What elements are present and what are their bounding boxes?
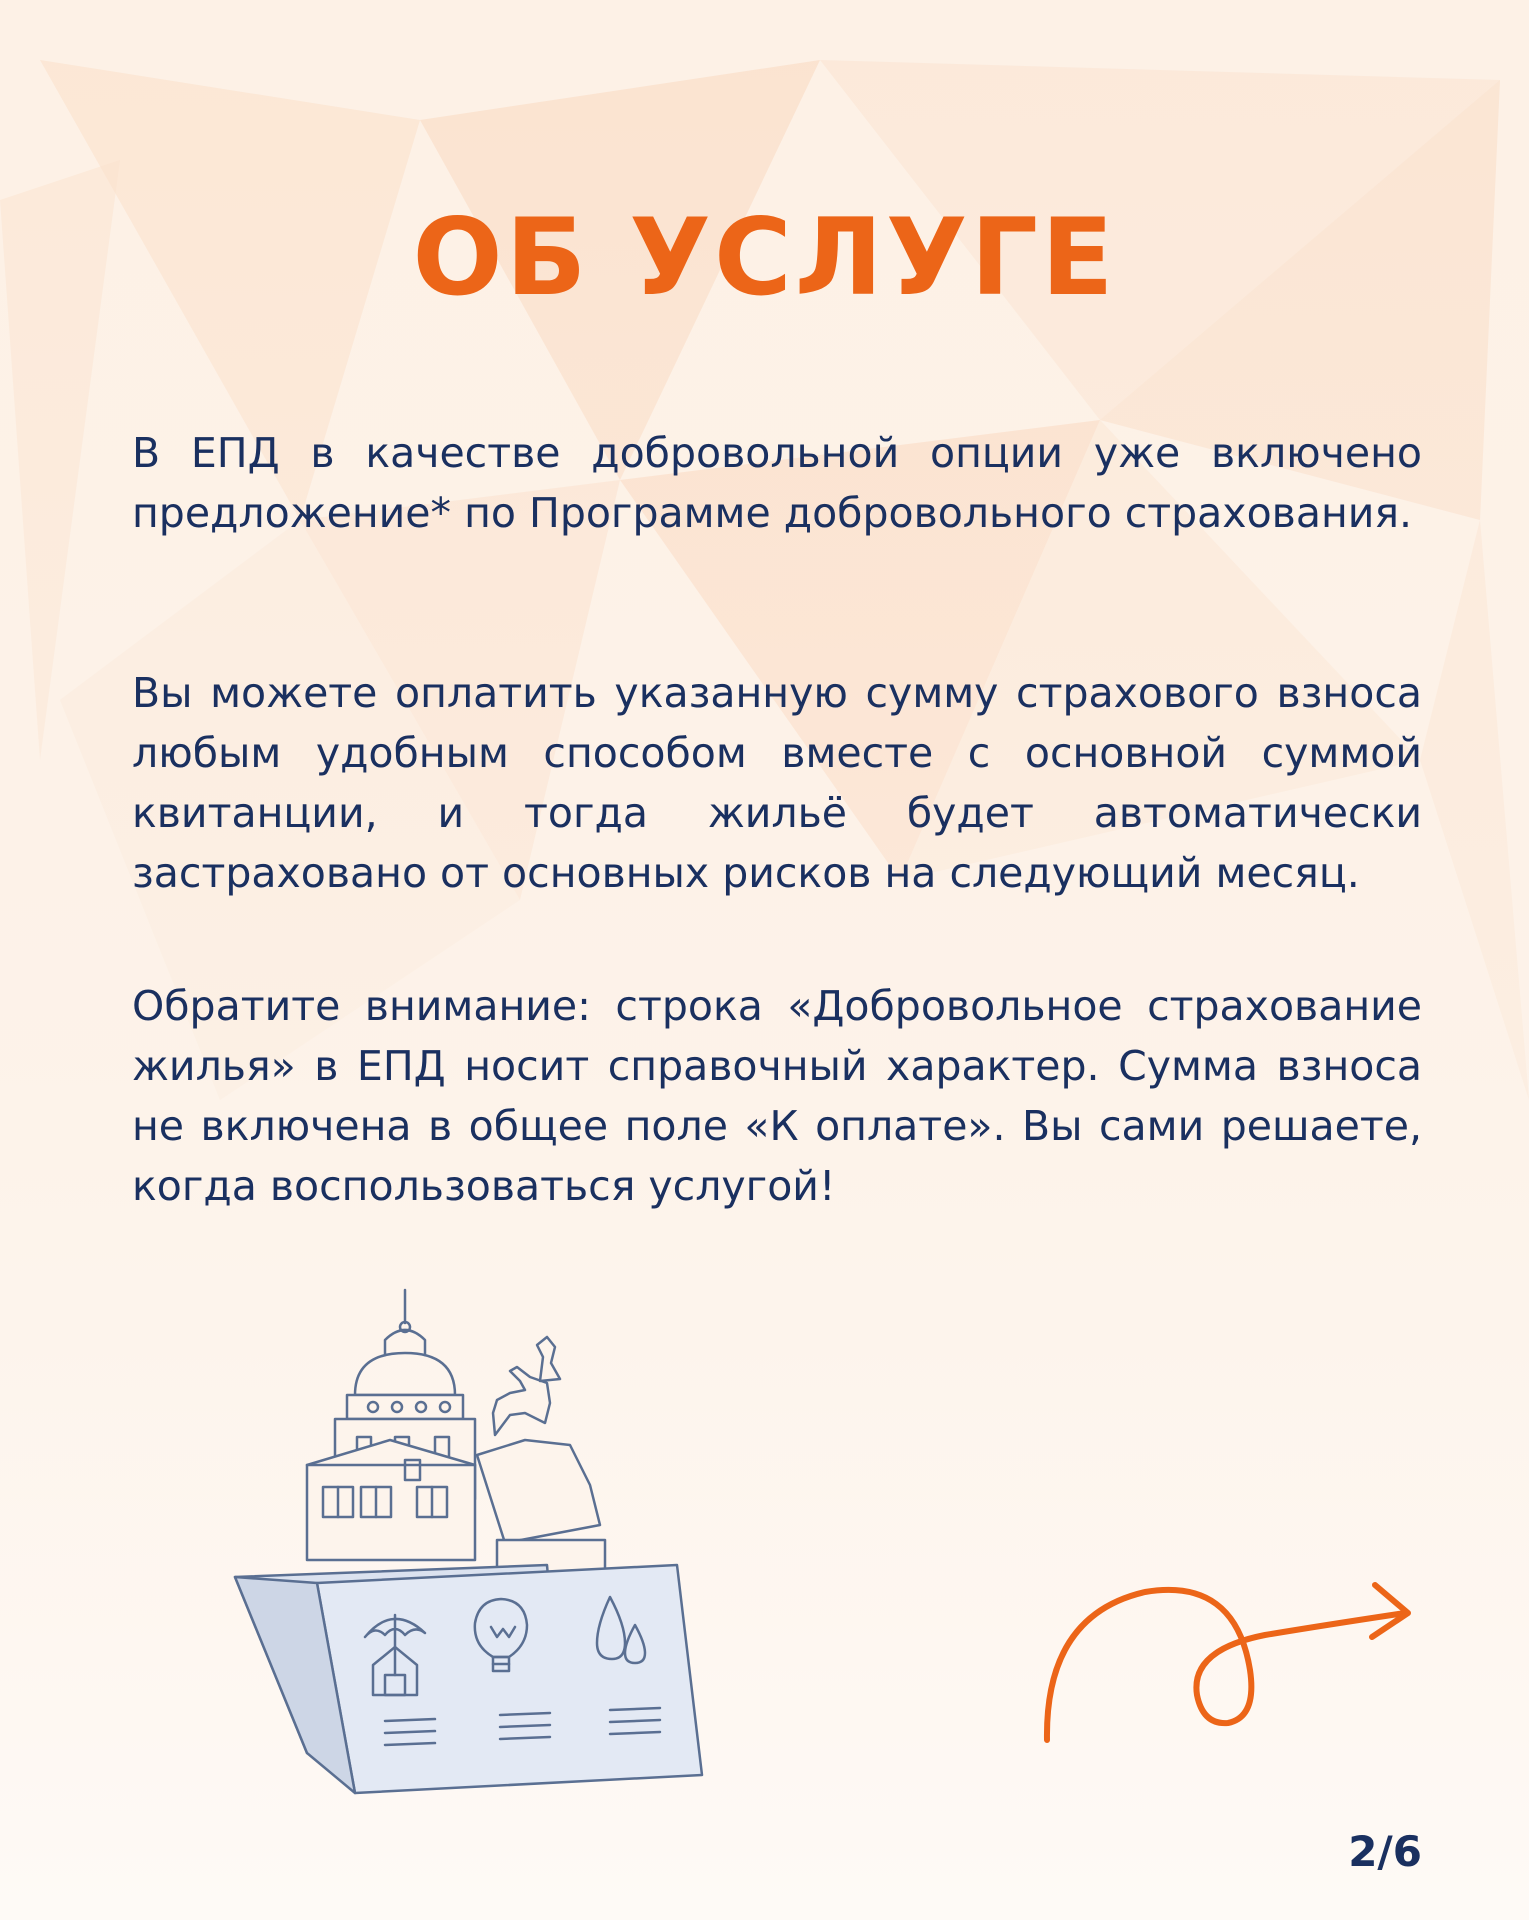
page-title: ОБ УСЛУГЕ <box>412 196 1117 319</box>
horseman-statue-icon <box>477 1337 605 1590</box>
curly-arrow-icon[interactable] <box>1035 1555 1425 1760</box>
paragraph-payment: Вы можете оплатить указанную сумму страхового взноса любым удобным способом вместе с основной суммой квитанции, и тогда жильё будет автоматически застраховано от основных рисков на следующий месяц. <box>132 669 1422 897</box>
building-icon <box>307 1440 475 1560</box>
page-indicator: 2/6 <box>1348 1827 1422 1876</box>
spb-landmarks-receipt-illustration <box>225 1285 715 1815</box>
paragraph-notice: Обратите внимание: строка «Добровольное страхование жилья» в ЕПД носит справочный характер. Сумма взноса не включена в общее поле «К оплате». Вы сами решаете, когда воспользоваться услугой! <box>132 982 1422 1210</box>
receipt-card-front <box>235 1565 702 1793</box>
paragraph-intro: В ЕПД в качестве добровольной опции уже включено предложение* по Программе добровольного страхования. <box>132 429 1422 537</box>
